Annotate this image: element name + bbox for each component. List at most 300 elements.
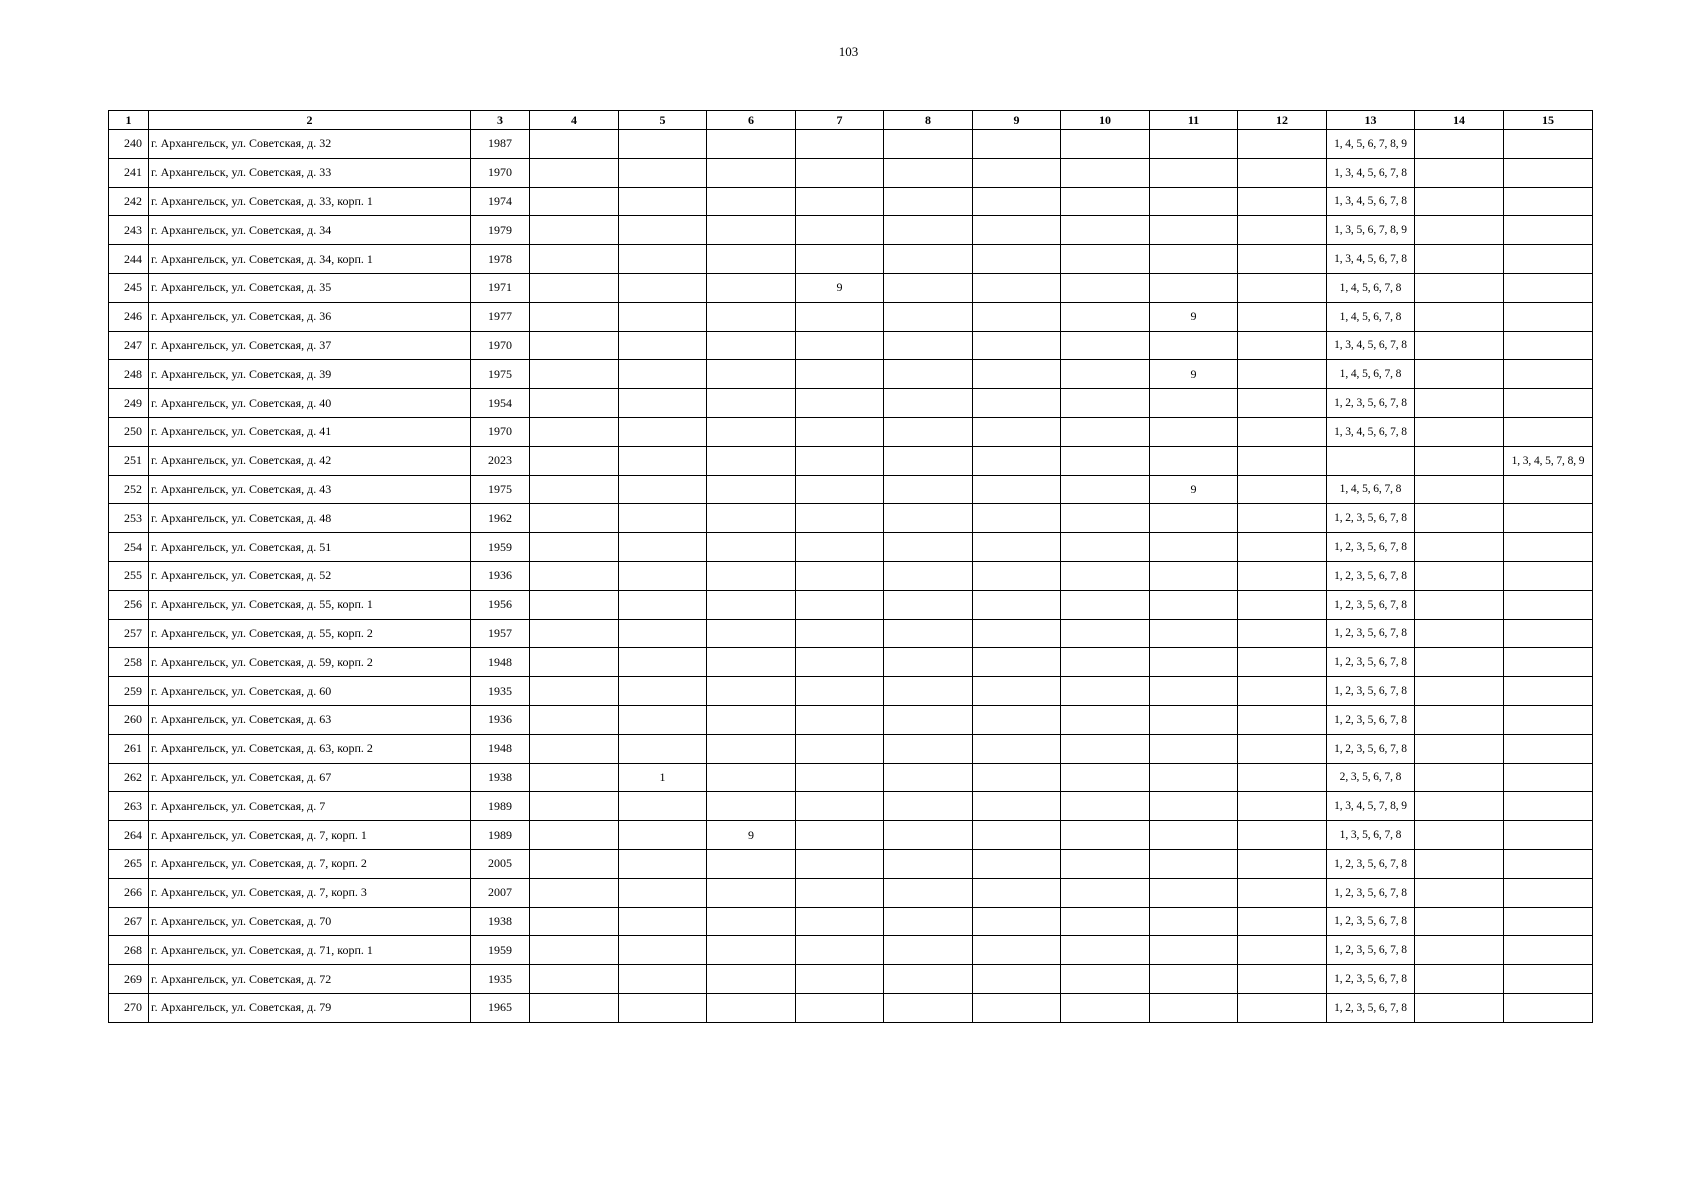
column-13-cell: 1, 3, 4, 5, 6, 7, 8 [1327,245,1415,274]
table-row [109,187,1593,216]
column-8-cell [884,130,973,159]
page-number: 103 [838,44,859,59]
address-cell: г. Архангельск, ул. Советская, д. 7, корп. 3 [149,878,471,907]
column-8-cell [884,734,973,763]
column-4-cell [530,130,619,159]
column-8-cell [884,245,973,274]
column-10-cell [1061,878,1150,907]
column-13-cell: 1, 2, 3, 5, 6, 7, 8 [1327,734,1415,763]
column-header-8: 8 [884,111,973,130]
column-15-cell [1504,792,1593,821]
column-7-cell [796,389,884,418]
table-header [109,111,1593,130]
column-15-cell [1504,245,1593,274]
column-6-cell [707,187,796,216]
column-15-cell [1504,504,1593,533]
column-12-cell [1238,302,1327,331]
column-12-cell [1238,705,1327,734]
column-10-cell [1061,677,1150,706]
row-number-cell: 246 [109,302,149,331]
column-header-13: 13 [1327,111,1415,130]
column-14-cell [1415,417,1504,446]
column-14-cell [1415,993,1504,1022]
column-8-cell [884,677,973,706]
column-5-cell [619,648,707,677]
column-14-cell [1415,936,1504,965]
column-5-cell [619,130,707,159]
column-6-cell [707,475,796,504]
table-row [109,648,1593,677]
column-14-cell [1415,965,1504,994]
row-number-cell: 264 [109,821,149,850]
address-cell: г. Архангельск, ул. Советская, д. 35 [149,273,471,302]
column-7-cell [796,446,884,475]
row-number-cell: 268 [109,936,149,965]
row-number-cell: 270 [109,993,149,1022]
column-10-cell [1061,446,1150,475]
column-9-cell [973,705,1061,734]
column-5-cell [619,561,707,590]
column-9-cell [973,792,1061,821]
column-7-cell [796,878,884,907]
column-9-cell [973,360,1061,389]
column-7-cell [796,993,884,1022]
column-14-cell [1415,878,1504,907]
column-10-cell [1061,705,1150,734]
column-4-cell [530,187,619,216]
column-11-cell [1150,389,1238,418]
row-number-cell: 251 [109,446,149,475]
column-12-cell [1238,993,1327,1022]
column-4-cell [530,648,619,677]
table-row [109,993,1593,1022]
column-13-cell: 1, 4, 5, 6, 7, 8 [1327,475,1415,504]
row-number-cell: 269 [109,965,149,994]
column-4-cell [530,302,619,331]
column-13-cell: 1, 2, 3, 5, 6, 7, 8 [1327,590,1415,619]
column-10-cell [1061,965,1150,994]
address-cell: г. Архангельск, ул. Советская, д. 36 [149,302,471,331]
column-6-cell [707,705,796,734]
column-12-cell [1238,878,1327,907]
column-6-cell [707,417,796,446]
year-cell: 1959 [471,533,530,562]
column-11-cell [1150,878,1238,907]
table-row [109,504,1593,533]
column-6-cell [707,158,796,187]
column-header-10: 10 [1061,111,1150,130]
column-14-cell [1415,821,1504,850]
column-11-cell [1150,331,1238,360]
address-cell: г. Архангельск, ул. Советская, д. 63, корп. 2 [149,734,471,763]
column-header-2: 2 [149,111,471,130]
column-5-cell [619,936,707,965]
address-cell: г. Архангельск, ул. Советская, д. 70 [149,907,471,936]
column-6-cell [707,331,796,360]
column-15-cell: 1, 3, 4, 5, 7, 8, 9 [1504,446,1593,475]
year-cell: 1979 [471,216,530,245]
column-12-cell [1238,216,1327,245]
address-cell: г. Архангельск, ул. Советская, д. 59, корп. 2 [149,648,471,677]
table-row [109,360,1593,389]
column-7-cell [796,302,884,331]
column-7-cell [796,705,884,734]
table-row [109,677,1593,706]
column-5-cell [619,216,707,245]
column-13-cell: 1, 2, 3, 5, 6, 7, 8 [1327,936,1415,965]
column-header-5: 5 [619,111,707,130]
column-7-cell [796,245,884,274]
column-5-cell [619,417,707,446]
column-15-cell [1504,302,1593,331]
column-11-cell [1150,446,1238,475]
address-cell: г. Архангельск, ул. Советская, д. 7, корп. 2 [149,849,471,878]
column-11-cell: 9 [1150,475,1238,504]
column-14-cell [1415,849,1504,878]
column-15-cell [1504,561,1593,590]
table-row [109,965,1593,994]
column-9-cell [973,504,1061,533]
column-13-cell [1327,446,1415,475]
column-15-cell [1504,216,1593,245]
row-number-cell: 259 [109,677,149,706]
column-6-cell [707,993,796,1022]
address-cell: г. Архангельск, ул. Советская, д. 71, корп. 1 [149,936,471,965]
column-11-cell [1150,763,1238,792]
column-10-cell [1061,936,1150,965]
table-row [109,821,1593,850]
column-15-cell [1504,158,1593,187]
column-14-cell [1415,734,1504,763]
column-4-cell [530,965,619,994]
column-12-cell [1238,273,1327,302]
column-12-cell [1238,561,1327,590]
column-11-cell [1150,619,1238,648]
column-11-cell [1150,993,1238,1022]
column-15-cell [1504,907,1593,936]
column-11-cell [1150,907,1238,936]
address-cell: г. Архангельск, ул. Советская, д. 7, корп. 1 [149,821,471,850]
column-12-cell [1238,475,1327,504]
column-10-cell [1061,216,1150,245]
column-10-cell [1061,993,1150,1022]
column-14-cell [1415,360,1504,389]
column-15-cell [1504,590,1593,619]
column-7-cell [796,763,884,792]
column-12-cell [1238,648,1327,677]
column-13-cell: 1, 2, 3, 5, 6, 7, 8 [1327,849,1415,878]
row-number-cell: 252 [109,475,149,504]
column-12-cell [1238,331,1327,360]
column-14-cell [1415,130,1504,159]
column-11-cell [1150,705,1238,734]
column-header-7: 7 [796,111,884,130]
column-8-cell [884,821,973,850]
column-6-cell [707,677,796,706]
column-4-cell [530,331,619,360]
row-number-cell: 254 [109,533,149,562]
table-row [109,763,1593,792]
column-6-cell [707,936,796,965]
column-14-cell [1415,677,1504,706]
column-13-cell: 1, 2, 3, 5, 6, 7, 8 [1327,907,1415,936]
address-cell: г. Архангельск, ул. Советская, д. 48 [149,504,471,533]
address-cell: г. Архангельск, ул. Советская, д. 63 [149,705,471,734]
column-8-cell [884,849,973,878]
column-12-cell [1238,821,1327,850]
column-9-cell [973,475,1061,504]
column-11-cell [1150,677,1238,706]
column-4-cell [530,821,619,850]
column-15-cell [1504,475,1593,504]
column-5-cell [619,158,707,187]
year-cell: 1974 [471,187,530,216]
column-15-cell [1504,993,1593,1022]
column-11-cell [1150,504,1238,533]
column-12-cell [1238,245,1327,274]
column-8-cell [884,561,973,590]
address-cell: г. Архангельск, ул. Советская, д. 39 [149,360,471,389]
column-8-cell [884,446,973,475]
row-number-cell: 266 [109,878,149,907]
table-row [109,734,1593,763]
year-cell: 1978 [471,245,530,274]
column-15-cell [1504,187,1593,216]
row-number-cell: 242 [109,187,149,216]
column-4-cell [530,763,619,792]
year-cell: 1948 [471,648,530,677]
row-number-cell: 265 [109,849,149,878]
column-6-cell [707,590,796,619]
year-cell: 1956 [471,590,530,619]
column-5-cell [619,245,707,274]
column-9-cell [973,734,1061,763]
column-4-cell [530,590,619,619]
column-8-cell [884,993,973,1022]
column-10-cell [1061,648,1150,677]
column-8-cell [884,302,973,331]
column-15-cell [1504,389,1593,418]
column-11-cell [1150,187,1238,216]
row-number-cell: 245 [109,273,149,302]
column-9-cell [973,763,1061,792]
year-cell: 1975 [471,360,530,389]
column-13-cell: 1, 2, 3, 5, 6, 7, 8 [1327,705,1415,734]
address-cell: г. Архангельск, ул. Советская, д. 55, корп. 2 [149,619,471,648]
column-14-cell [1415,533,1504,562]
column-header-9: 9 [973,111,1061,130]
column-10-cell [1061,187,1150,216]
column-8-cell [884,504,973,533]
address-cell: г. Архангельск, ул. Советская, д. 7 [149,792,471,821]
column-4-cell [530,878,619,907]
column-13-cell: 1, 2, 3, 5, 6, 7, 8 [1327,619,1415,648]
address-cell: г. Архангельск, ул. Советская, д. 37 [149,331,471,360]
column-11-cell [1150,216,1238,245]
column-4-cell [530,907,619,936]
column-7-cell [796,619,884,648]
row-number-cell: 240 [109,130,149,159]
column-5-cell [619,533,707,562]
column-6-cell [707,389,796,418]
column-9-cell [973,187,1061,216]
row-number-cell: 248 [109,360,149,389]
column-11-cell [1150,417,1238,446]
table-row [109,130,1593,159]
year-cell: 2005 [471,849,530,878]
column-9-cell [973,590,1061,619]
column-10-cell [1061,360,1150,389]
column-9-cell [973,677,1061,706]
column-14-cell [1415,763,1504,792]
column-6-cell [707,446,796,475]
column-4-cell [530,158,619,187]
table-row [109,849,1593,878]
table-row [109,273,1593,302]
row-number-cell: 244 [109,245,149,274]
column-11-cell [1150,158,1238,187]
column-13-cell: 1, 2, 3, 5, 6, 7, 8 [1327,561,1415,590]
column-7-cell: 9 [796,273,884,302]
column-13-cell: 1, 2, 3, 5, 6, 7, 8 [1327,677,1415,706]
column-13-cell: 1, 3, 4, 5, 6, 7, 8 [1327,187,1415,216]
column-5-cell [619,849,707,878]
column-10-cell [1061,130,1150,159]
row-number-cell: 261 [109,734,149,763]
table-row [109,389,1593,418]
column-11-cell [1150,734,1238,763]
column-13-cell: 1, 3, 4, 5, 6, 7, 8 [1327,417,1415,446]
column-10-cell [1061,792,1150,821]
column-10-cell [1061,158,1150,187]
column-12-cell [1238,763,1327,792]
column-9-cell [973,331,1061,360]
column-5-cell [619,705,707,734]
year-cell: 1938 [471,763,530,792]
column-14-cell [1415,907,1504,936]
column-7-cell [796,561,884,590]
column-6-cell [707,504,796,533]
column-4-cell [530,936,619,965]
column-12-cell [1238,130,1327,159]
column-11-cell [1150,965,1238,994]
column-13-cell: 1, 3, 5, 6, 7, 8, 9 [1327,216,1415,245]
row-number-cell: 256 [109,590,149,619]
column-8-cell [884,590,973,619]
column-4-cell [530,792,619,821]
column-4-cell [530,446,619,475]
column-9-cell [973,446,1061,475]
column-5-cell [619,273,707,302]
year-cell: 1965 [471,993,530,1022]
column-14-cell [1415,187,1504,216]
address-cell: г. Архангельск, ул. Советская, д. 40 [149,389,471,418]
column-10-cell [1061,849,1150,878]
column-5-cell [619,965,707,994]
column-7-cell [796,734,884,763]
column-4-cell [530,360,619,389]
column-13-cell: 1, 2, 3, 5, 6, 7, 8 [1327,533,1415,562]
column-9-cell [973,907,1061,936]
column-7-cell [796,821,884,850]
column-6-cell [707,245,796,274]
column-14-cell [1415,648,1504,677]
address-cell: г. Архангельск, ул. Советская, д. 34, корп. 1 [149,245,471,274]
column-8-cell [884,417,973,446]
column-9-cell [973,302,1061,331]
column-10-cell [1061,417,1150,446]
column-14-cell [1415,446,1504,475]
column-14-cell [1415,216,1504,245]
column-14-cell [1415,302,1504,331]
column-7-cell [796,936,884,965]
column-10-cell [1061,533,1150,562]
column-7-cell [796,792,884,821]
column-9-cell [973,216,1061,245]
column-12-cell [1238,158,1327,187]
column-9-cell [973,533,1061,562]
year-cell: 1938 [471,907,530,936]
column-4-cell [530,504,619,533]
column-13-cell: 1, 2, 3, 5, 6, 7, 8 [1327,648,1415,677]
column-12-cell [1238,965,1327,994]
address-cell: г. Архангельск, ул. Советская, д. 32 [149,130,471,159]
row-number-cell: 247 [109,331,149,360]
column-14-cell [1415,619,1504,648]
column-12-cell [1238,907,1327,936]
table-row [109,561,1593,590]
column-8-cell [884,965,973,994]
column-11-cell [1150,533,1238,562]
column-14-cell [1415,561,1504,590]
column-5-cell [619,878,707,907]
column-8-cell [884,216,973,245]
column-7-cell [796,677,884,706]
column-10-cell [1061,504,1150,533]
column-11-cell [1150,273,1238,302]
row-number-cell: 241 [109,158,149,187]
column-7-cell [796,417,884,446]
column-header-12: 12 [1238,111,1327,130]
column-6-cell [707,130,796,159]
column-5-cell [619,734,707,763]
column-15-cell [1504,417,1593,446]
year-cell: 1936 [471,705,530,734]
column-15-cell [1504,734,1593,763]
column-12-cell [1238,734,1327,763]
column-10-cell [1061,331,1150,360]
column-14-cell [1415,245,1504,274]
table-row [109,705,1593,734]
column-8-cell [884,533,973,562]
address-cell: г. Архангельск, ул. Советская, д. 60 [149,677,471,706]
column-5-cell: 1 [619,763,707,792]
column-7-cell [796,590,884,619]
column-6-cell [707,907,796,936]
column-10-cell [1061,245,1150,274]
address-cell: г. Архангельск, ул. Советская, д. 41 [149,417,471,446]
column-13-cell: 2, 3, 5, 6, 7, 8 [1327,763,1415,792]
column-4-cell [530,475,619,504]
column-8-cell [884,936,973,965]
column-4-cell [530,216,619,245]
address-cell: г. Архангельск, ул. Советская, д. 34 [149,216,471,245]
address-cell: г. Архангельск, ул. Советская, д. 67 [149,763,471,792]
year-cell: 1936 [471,561,530,590]
column-8-cell [884,705,973,734]
row-number-cell: 250 [109,417,149,446]
column-10-cell [1061,302,1150,331]
